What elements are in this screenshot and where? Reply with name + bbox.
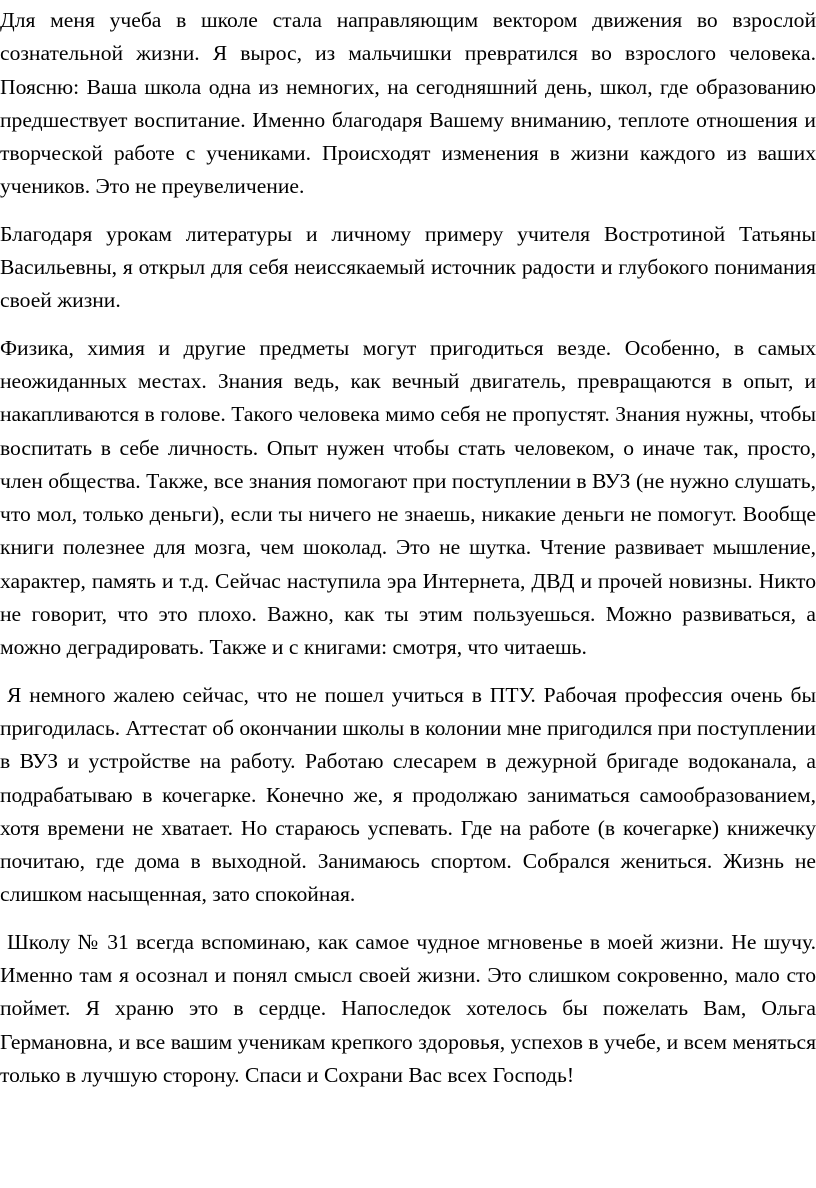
paragraph-4: Я немного жалею сейчас, что не пошел учиться в ПТУ. Рабочая профессия очень бы пригодилась. Аттестат об окончании школы в колонии мне пригодился при поступлении в ВУЗ и устройстве на работу. Работаю слесарем в дежурной бригаде водоканала, а подрабатываю в кочегарке. Конечно же, я продолжаю заниматься самообразованием, хотя времени не хватает. Но стараюсь успевать. Где на работе (в кочегарке) книжечку почитаю, где дома в выходной. Занимаюсь спортом. Собрался жениться. Жизнь не слишком насыщенная, зато спокойная. [0, 682, 816, 907]
paragraph-1: Для меня учеба в школе стала направляющим вектором движения во взрослой сознательной жизни. Я вырос, из мальчишки превратился во взрослого человека. Поясню: Ваша школа одна из немногих, на сегодняшний день, школ, где образованию предшествует воспитание. Именно благодаря Вашему вниманию, теплоте отношения и творческой работе с учениками. Происходят изменения в жизни каждого из ваших учеников. Это не преувеличение. [0, 8, 816, 199]
paragraph-3: Физика, химия и другие предметы могут пригодиться везде. Особенно, в самых неожиданных местах. Знания ведь, как вечный двигатель, превращаются в опыт, и накапливаются в голове. Такого человека мимо себя не пропустят. Знания нужны, чтобы воспитать в себе личность. Опыт нужен чтобы стать человеком, о иначе так, просто, член общества. Также, все знания помогают при поступлении в ВУЗ (не нужно слушать, что мол, только деньги), если ты ничего не знаешь, никакие деньги не помогут. Вообще книги полезнее для мозга, чем шоколад. Это не шутка. Чтение развивает мышление, характер, память и т.д. Сейчас наступила эра Интернета, ДВД и прочей новизны. Никто не говорит, что это плохо. Важно, как ты этим пользуешься. Можно развиваться, а можно деградировать. Также и с книгами: смотря, что читаешь. [0, 335, 816, 660]
paragraph-5: Школу № 31 всегда вспоминаю, как самое чудное мгновенье в моей жизни. Не шучу. Именно там я осознал и понял смысл своей жизни. Это слишком сокровенно, мало сто поймет. Я храню это в сердце. Напоследок хотелось бы пожелать Вам, Ольга Германовна, и все вашим ученикам крепкого здоровья, успехов в учебе, и всем меняться только в лучшую сторону. Спаси и Сохрани Вас всех Господь! [0, 929, 816, 1087]
paragraph-2: Благодаря урокам литературы и личному примеру учителя Востротиной Татьяны Васильевны, я открыл для себя неиссякаемый источник радости и глубокого понимания своей жизни. [0, 221, 816, 313]
